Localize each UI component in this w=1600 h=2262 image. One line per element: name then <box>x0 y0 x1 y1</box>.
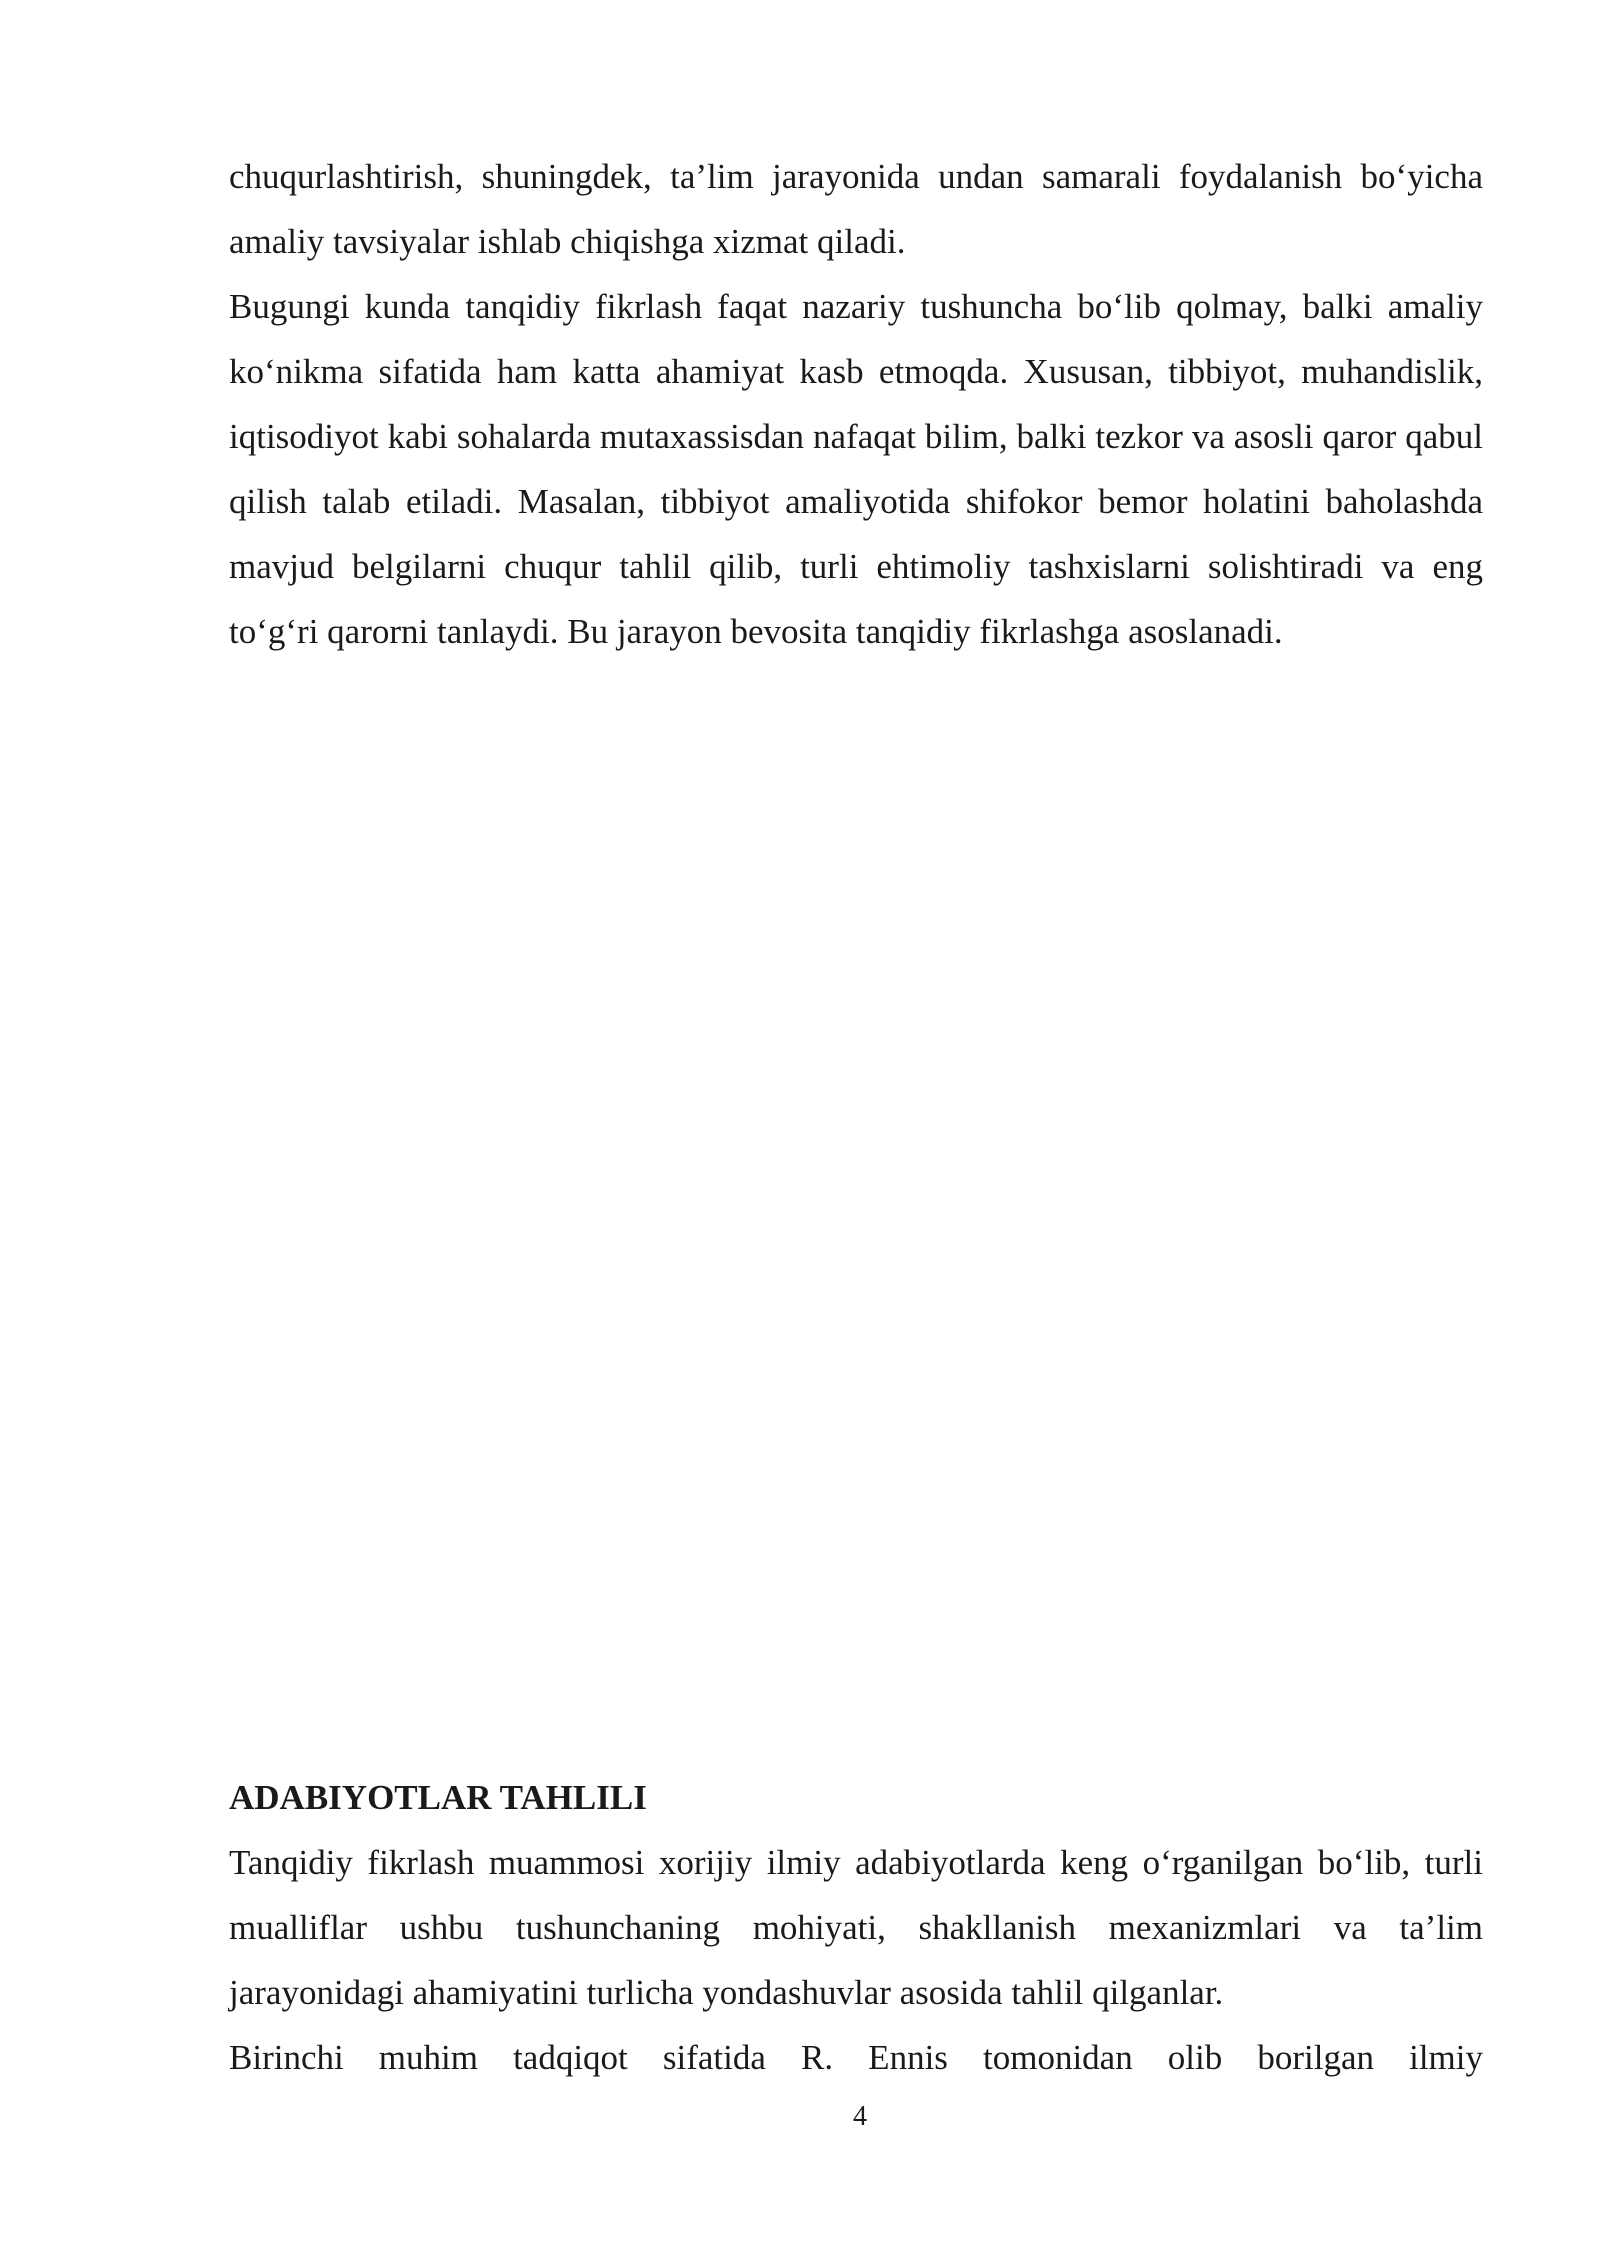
page-number: 4 <box>853 2101 867 2132</box>
paragraph-continuation: chuqurlashtirish, shuningdek, ta’lim jarayonida undan samarali foydalanish bo‘yicha amaliy tavsiyalar ishlab chiqishga xizmat qiladi. <box>229 157 1483 261</box>
literature-review-section <box>229 1765 1483 2090</box>
body-text-top <box>229 144 1483 664</box>
paragraph-literature-intro: Tanqidiy fikrlash muammosi xorijiy ilmiy adabiyotlarda keng o‘rganilgan bo‘lib, turli mualliflar ushbu tushunchaning mohiyati, shakllanish mexanizmlari va ta’lim jarayonidagi ahamiyatini turlicha yondashuvlar asosida tahlil qilganlar. <box>229 1843 1483 2012</box>
paragraph-critical-thinking-practice: Bugungi kunda tanqidiy fikrlash faqat nazariy tushuncha bo‘lib qolmay, balki amaliy ko‘nikma sifatida ham katta ahamiyat kasb etmoqda. Xususan, tibbiyot, muhandislik, iqtisodiyot kabi sohalarda mutaxassisdan nafaqat bilim, balki tezkor va asosli qaror qabul qilish talab etiladi. Masalan, tibbiyot amaliyotida shifokor bemor holatini baholashda mavjud belgilarni chuqur tahlil qilib, turli ehtimoliy tashxislarni solishtiradi va eng to‘g‘ri qarorni tanlaydi. Bu jarayon bevosita tanqidiy fikrlashga asoslanadi. <box>229 287 1483 651</box>
paragraph-ennis-study: Birinchi muhim tadqiqot sifatida R. Ennis tomonidan olib borilgan ilmiy <box>229 2038 1483 2077</box>
section-heading: ADABIYOTLAR TAHLILI <box>229 1778 647 1817</box>
